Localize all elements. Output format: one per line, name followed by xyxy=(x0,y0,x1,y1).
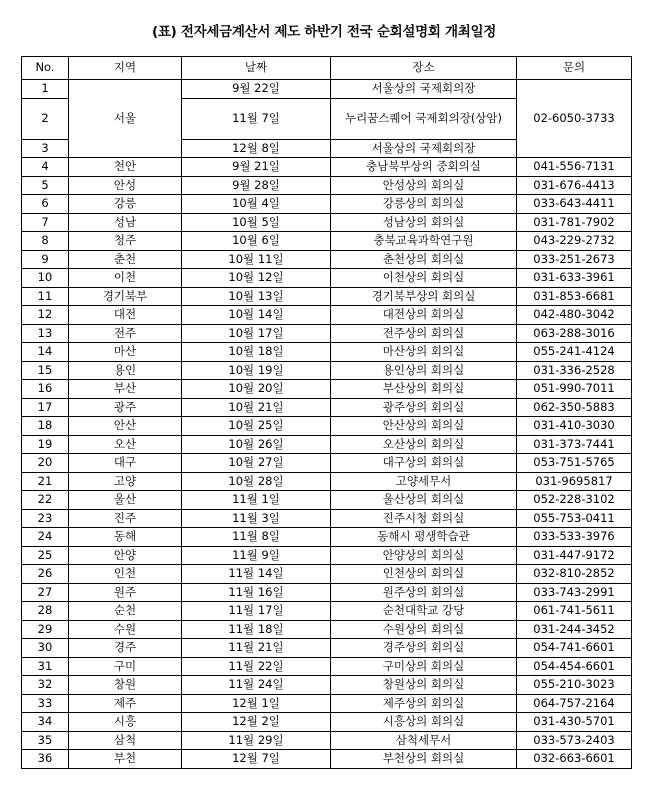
cell-no: 1 xyxy=(22,80,69,99)
cell-contact: 033-251-2673 xyxy=(517,250,632,269)
cell-no: 21 xyxy=(22,472,69,491)
cell-no: 13 xyxy=(22,324,69,343)
cell-contact: 055-753-0411 xyxy=(517,509,632,528)
cell-place: 울산상의 회의실 xyxy=(331,491,517,510)
table-header-row xyxy=(22,57,632,80)
cell-no: 18 xyxy=(22,417,69,436)
table-row xyxy=(22,528,632,547)
table-row xyxy=(22,491,632,510)
cell-date: 9월 21일 xyxy=(182,158,331,177)
cell-contact: 052-228-3102 xyxy=(517,491,632,510)
table-row xyxy=(22,546,632,565)
cell-place: 서울상의 국제회의장 xyxy=(331,80,517,99)
cell-contact: 031-781-7902 xyxy=(517,213,632,232)
table-row xyxy=(22,509,632,528)
cell-no: 4 xyxy=(22,158,69,177)
cell-no: 16 xyxy=(22,380,69,399)
table-row xyxy=(22,195,632,214)
cell-contact: 031-336-2528 xyxy=(517,361,632,380)
header-area: 지역 xyxy=(69,57,182,80)
cell-area: 이천 xyxy=(69,269,182,288)
cell-place: 시흥상의 회의실 xyxy=(331,713,517,732)
cell-date: 10월 28일 xyxy=(182,472,331,491)
table-row xyxy=(22,731,632,750)
cell-area: 진주 xyxy=(69,509,182,528)
cell-no: 3 xyxy=(22,139,69,158)
cell-place: 전주상의 회의실 xyxy=(331,324,517,343)
cell-area: 안양 xyxy=(69,546,182,565)
cell-date: 12월 8일 xyxy=(182,139,331,158)
cell-area: 천안 xyxy=(69,158,182,177)
cell-area: 부천 xyxy=(69,750,182,769)
header-date: 날짜 xyxy=(182,57,331,80)
cell-place: 용인상의 회의실 xyxy=(331,361,517,380)
cell-contact: 055-241-4124 xyxy=(517,343,632,362)
cell-area: 광주 xyxy=(69,398,182,417)
cell-date: 10월 26일 xyxy=(182,435,331,454)
cell-place: 제주상의 회의실 xyxy=(331,694,517,713)
cell-date: 12월 7일 xyxy=(182,750,331,769)
cell-place: 경기북부상의 회의실 xyxy=(331,287,517,306)
table-row xyxy=(22,417,632,436)
cell-place: 안양상의 회의실 xyxy=(331,546,517,565)
cell-no: 8 xyxy=(22,232,69,251)
cell-place: 수원상의 회의실 xyxy=(331,620,517,639)
cell-date: 9월 28일 xyxy=(182,176,331,195)
cell-date: 11월 1일 xyxy=(182,491,331,510)
cell-contact: 054-454-6601 xyxy=(517,657,632,676)
cell-no: 17 xyxy=(22,398,69,417)
cell-place: 누리꿈스퀘어 국제회의장(상암) xyxy=(331,98,517,139)
cell-area: 춘천 xyxy=(69,250,182,269)
cell-place: 원주상의 회의실 xyxy=(331,583,517,602)
cell-area: 원주 xyxy=(69,583,182,602)
cell-contact: 043-229-2732 xyxy=(517,232,632,251)
header-place: 장소 xyxy=(331,57,517,80)
cell-date: 10월 13일 xyxy=(182,287,331,306)
table-row xyxy=(22,176,632,195)
cell-date: 11월 3일 xyxy=(182,509,331,528)
cell-contact: 054-741-6601 xyxy=(517,639,632,658)
table-row xyxy=(22,583,632,602)
cell-place: 대구상의 회의실 xyxy=(331,454,517,473)
cell-contact: 033-643-4411 xyxy=(517,195,632,214)
cell-place: 부천상의 회의실 xyxy=(331,750,517,769)
cell-no: 34 xyxy=(22,713,69,732)
cell-no: 12 xyxy=(22,306,69,325)
table-row xyxy=(22,602,632,621)
cell-place: 진주시청 회의실 xyxy=(331,509,517,528)
cell-no: 35 xyxy=(22,731,69,750)
cell-area: 순천 xyxy=(69,602,182,621)
table-row xyxy=(22,750,632,769)
cell-area: 제주 xyxy=(69,694,182,713)
cell-contact-seoul: 02-6050-3733 xyxy=(517,80,632,158)
cell-area-seoul: 서울 xyxy=(69,80,182,158)
cell-area: 전주 xyxy=(69,324,182,343)
cell-contact: 041-556-7131 xyxy=(517,158,632,177)
cell-contact: 033-573-2403 xyxy=(517,731,632,750)
cell-no: 29 xyxy=(22,620,69,639)
cell-no: 10 xyxy=(22,269,69,288)
cell-place: 오산상의 회의실 xyxy=(331,435,517,454)
cell-place: 충북교육과학연구원 xyxy=(331,232,517,251)
cell-place: 경주상의 회의실 xyxy=(331,639,517,658)
cell-place: 삼척세무서 xyxy=(331,731,517,750)
cell-no: 6 xyxy=(22,195,69,214)
table-row xyxy=(22,287,632,306)
header-contact: 문의 xyxy=(517,57,632,80)
cell-area: 구미 xyxy=(69,657,182,676)
cell-area: 시흥 xyxy=(69,713,182,732)
cell-date: 11월 17일 xyxy=(182,602,331,621)
cell-contact: 031-410-3030 xyxy=(517,417,632,436)
cell-date: 10월 5일 xyxy=(182,213,331,232)
cell-contact: 031-430-5701 xyxy=(517,713,632,732)
table-row xyxy=(22,565,632,584)
cell-no: 19 xyxy=(22,435,69,454)
cell-date: 10월 19일 xyxy=(182,361,331,380)
cell-date: 12월 1일 xyxy=(182,694,331,713)
cell-place: 광주상의 회의실 xyxy=(331,398,517,417)
page-title: (표) 전자세금계산서 제도 하반기 전국 순회설명회 개최일정 xyxy=(152,24,496,40)
cell-no: 24 xyxy=(22,528,69,547)
cell-contact: 031-9695817 xyxy=(517,472,632,491)
cell-date: 10월 12일 xyxy=(182,269,331,288)
cell-date: 10월 18일 xyxy=(182,343,331,362)
cell-area: 대구 xyxy=(69,454,182,473)
cell-place: 구미상의 회의실 xyxy=(331,657,517,676)
cell-place: 동해시 평생학습관 xyxy=(331,528,517,547)
cell-contact: 032-810-2852 xyxy=(517,565,632,584)
cell-date: 11월 18일 xyxy=(182,620,331,639)
table-row xyxy=(22,472,632,491)
cell-no: 15 xyxy=(22,361,69,380)
cell-date: 11월 21일 xyxy=(182,639,331,658)
cell-place: 창원상의 회의실 xyxy=(331,676,517,695)
cell-area: 성남 xyxy=(69,213,182,232)
cell-place: 대전상의 회의실 xyxy=(331,306,517,325)
cell-area: 고양 xyxy=(69,472,182,491)
cell-area: 대전 xyxy=(69,306,182,325)
cell-place: 성남상의 회의실 xyxy=(331,213,517,232)
table-row xyxy=(22,343,632,362)
cell-no: 33 xyxy=(22,694,69,713)
table-row xyxy=(22,380,632,399)
cell-date: 9월 22일 xyxy=(182,80,331,99)
cell-contact: 032-663-6601 xyxy=(517,750,632,769)
cell-place: 마산상의 회의실 xyxy=(331,343,517,362)
cell-date: 11월 14일 xyxy=(182,565,331,584)
cell-no: 26 xyxy=(22,565,69,584)
table-row xyxy=(22,250,632,269)
cell-date: 10월 14일 xyxy=(182,306,331,325)
cell-contact: 063-288-3016 xyxy=(517,324,632,343)
cell-contact: 055-210-3023 xyxy=(517,676,632,695)
cell-date: 10월 27일 xyxy=(182,454,331,473)
cell-contact: 031-447-9172 xyxy=(517,546,632,565)
cell-date: 11월 22일 xyxy=(182,657,331,676)
cell-area: 경주 xyxy=(69,639,182,658)
cell-date: 11월 7일 xyxy=(182,98,331,139)
cell-contact: 042-480-3042 xyxy=(517,306,632,325)
cell-contact: 053-751-5765 xyxy=(517,454,632,473)
cell-area: 안성 xyxy=(69,176,182,195)
table-row xyxy=(22,694,632,713)
header-no: No. xyxy=(22,57,69,80)
cell-date: 10월 25일 xyxy=(182,417,331,436)
table-row xyxy=(22,324,632,343)
cell-no: 5 xyxy=(22,176,69,195)
table-row xyxy=(22,232,632,251)
cell-area: 용인 xyxy=(69,361,182,380)
cell-no: 27 xyxy=(22,583,69,602)
cell-contact: 061-741-5611 xyxy=(517,602,632,621)
cell-contact: 033-743-2991 xyxy=(517,583,632,602)
cell-no: 9 xyxy=(22,250,69,269)
cell-place: 부산상의 회의실 xyxy=(331,380,517,399)
cell-date: 11월 24일 xyxy=(182,676,331,695)
table-row xyxy=(22,213,632,232)
cell-date: 10월 6일 xyxy=(182,232,331,251)
schedule-table xyxy=(21,56,632,769)
cell-no: 20 xyxy=(22,454,69,473)
cell-place: 충남북부상의 중회의실 xyxy=(331,158,517,177)
cell-date: 12월 2일 xyxy=(182,713,331,732)
cell-no: 36 xyxy=(22,750,69,769)
cell-date: 11월 29일 xyxy=(182,731,331,750)
cell-area: 부산 xyxy=(69,380,182,399)
cell-no: 28 xyxy=(22,602,69,621)
cell-place: 순천대학교 강당 xyxy=(331,602,517,621)
cell-date: 11월 8일 xyxy=(182,528,331,547)
cell-place: 이천상의 회의실 xyxy=(331,269,517,288)
cell-date: 10월 4일 xyxy=(182,195,331,214)
cell-no: 14 xyxy=(22,343,69,362)
table-row xyxy=(22,306,632,325)
cell-area: 오산 xyxy=(69,435,182,454)
cell-date: 10월 21일 xyxy=(182,398,331,417)
cell-area: 경기북부 xyxy=(69,287,182,306)
cell-contact: 031-676-4413 xyxy=(517,176,632,195)
table-row xyxy=(22,435,632,454)
cell-area: 동해 xyxy=(69,528,182,547)
table-row xyxy=(22,361,632,380)
cell-contact: 062-350-5883 xyxy=(517,398,632,417)
table-row xyxy=(22,713,632,732)
table-row xyxy=(22,454,632,473)
cell-place: 안산상의 회의실 xyxy=(331,417,517,436)
table-row xyxy=(22,269,632,288)
cell-place: 강릉상의 회의실 xyxy=(331,195,517,214)
cell-contact: 033-533-3976 xyxy=(517,528,632,547)
cell-contact: 031-373-7441 xyxy=(517,435,632,454)
cell-area: 마산 xyxy=(69,343,182,362)
cell-area: 창원 xyxy=(69,676,182,695)
table-row xyxy=(22,676,632,695)
cell-no: 23 xyxy=(22,509,69,528)
cell-no: 2 xyxy=(22,98,69,139)
cell-no: 32 xyxy=(22,676,69,695)
cell-place: 인천상의 회의실 xyxy=(331,565,517,584)
cell-area: 인천 xyxy=(69,565,182,584)
cell-place: 고양세무서 xyxy=(331,472,517,491)
cell-area: 삼척 xyxy=(69,731,182,750)
cell-no: 7 xyxy=(22,213,69,232)
cell-date: 10월 20일 xyxy=(182,380,331,399)
cell-area: 수원 xyxy=(69,620,182,639)
cell-date: 10월 17일 xyxy=(182,324,331,343)
cell-no: 11 xyxy=(22,287,69,306)
cell-date: 10월 11일 xyxy=(182,250,331,269)
cell-area: 강릉 xyxy=(69,195,182,214)
cell-date: 11월 16일 xyxy=(182,583,331,602)
table-row xyxy=(22,80,632,99)
cell-contact: 031-633-3961 xyxy=(517,269,632,288)
cell-no: 30 xyxy=(22,639,69,658)
cell-area: 청주 xyxy=(69,232,182,251)
cell-no: 25 xyxy=(22,546,69,565)
cell-contact: 031-244-3452 xyxy=(517,620,632,639)
cell-place: 춘천상의 회의실 xyxy=(331,250,517,269)
cell-no: 22 xyxy=(22,491,69,510)
table-row xyxy=(22,657,632,676)
cell-contact: 064-757-2164 xyxy=(517,694,632,713)
table-row xyxy=(22,158,632,177)
table-row xyxy=(22,620,632,639)
cell-place: 안성상의 회의실 xyxy=(331,176,517,195)
cell-no: 31 xyxy=(22,657,69,676)
cell-area: 안산 xyxy=(69,417,182,436)
cell-date: 11월 9일 xyxy=(182,546,331,565)
cell-contact: 031-853-6681 xyxy=(517,287,632,306)
table-row xyxy=(22,639,632,658)
cell-area: 울산 xyxy=(69,491,182,510)
cell-place: 서울상의 국제회의장 xyxy=(331,139,517,158)
cell-contact: 051-990-7011 xyxy=(517,380,632,399)
table-row xyxy=(22,398,632,417)
